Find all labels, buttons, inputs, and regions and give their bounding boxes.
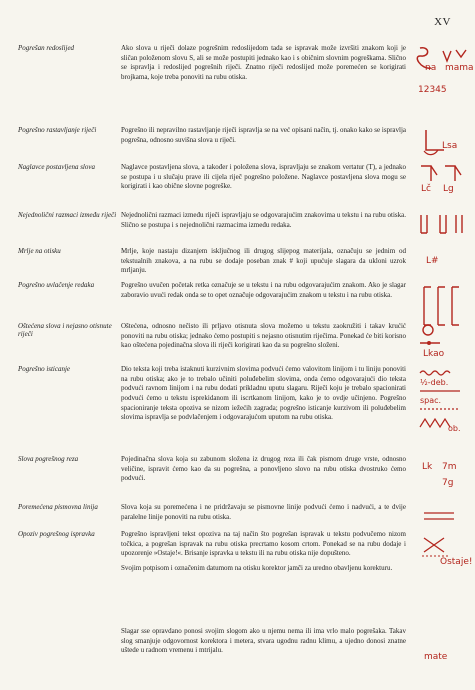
row-label: Pogrešno rastavljanje riječi (18, 126, 97, 134)
row-label: Nejednolični razmaci između riječi (18, 211, 117, 219)
margin-text: Lč (421, 184, 431, 194)
wrong-font-mark (418, 455, 470, 493)
spacing-mark (418, 211, 470, 251)
margin-text: L# (426, 256, 439, 266)
row-text: Dio teksta koji treba istaknuti kurzivnim slovima podvući ćemo valovitom linijom i tu liniju ponoviti na rubu otiska; ako je to trebalo učiniti poluđebelim slovima, onda ćemo odgovarajući dio teksta podvući ravnom linijom i na rubu dodati prikladnu uputu slagaru. Riječi koju je trebalo spacionirati podvući ćemo u tekstu isprekidanom ili iscrtkanom linijom, kako je to ovdje učinjeno. Pogrešno spacioniranje teksta opoziva se nizom iežećih zagrada; pogrešno isticanje kurzivom ili poluđebelim slovima ispravlja se podvlačenjem i odgovarajućom uputom na rubu otiska. (121, 365, 406, 422)
row-extra-text: Svojim potpisom i označenim datumom na otisku korektor jamči za uredno obavljenu korekturu. (121, 563, 393, 572)
margin-text: ½-deb. (420, 378, 449, 387)
row-text: Pogrešno ili nepravilno rastavljanje riječi ispravlja se na već opisani način, tj. onako kako se ispravlja pogrešna, odnosno suvišna slova u riječi. (121, 126, 406, 144)
row-text: Naglavce postavljena slova, a također i položena slova, ispravljaju se znakom vertatur (T), a jednako se postupa i u slučaju prave ili cijela riječ pogrešno položene. Naglavce postavljena slova mogu se korigirati i kao obične slovne pogreške. (121, 163, 406, 191)
correction-mark-vertatur (418, 163, 470, 213)
row-label: Naglavce postavljena slova (18, 163, 95, 171)
cancel-correction-mark (418, 530, 473, 576)
margin-text: 7m (442, 462, 457, 472)
correction-mark-split (418, 126, 470, 166)
margin-text: Lg (443, 184, 454, 194)
row-text: Ako slova u riječi dolaze pogrešnim redoslijedom tada se ispravak može izvršiti znakom koji je sličan položenom slovu S, ali se može postupiti jednako kao i s običnim slovnim pogreškama. Slično se ispravlja i redoslijed pogrešnih riječi. Znatno riječi redoslijed može poremećen se korigirati brojkama, koje treba ponoviti na rubu otiska. (121, 44, 406, 81)
margin-text: 7g (442, 478, 454, 488)
row-text: Slagar sse opravdano ponosi svojim slogom ako u njemu nema ili ima vrlo malo pogrešaka. Takav slog smanjuje odgovornost korektora i metera, stvara ugodnu radnu klimu, a ujedno donosi znatne uštede u radnom vremenu i mtrijalu. (121, 627, 406, 655)
page-number: XV (434, 16, 451, 28)
row-label: Slova pogrešnog reza (18, 455, 79, 463)
row-text: Nejednolični razmaci između riječi ispravljaju se odgovarajućim znakovima u tekstu i na rubu otiska. Slično se postupa i s nejednolični razmacima između redaka. (121, 211, 406, 229)
emphasis-mark (418, 365, 470, 447)
row-text: Pogrešno ispravljeni tekst opoziva na taj način što pogrešan ispravak u tekstu podvučemo nizom točkica, a pogrešan ispravak na rubu otiska precrtamo kosom crtom. Ponekad se na rubu dodaje i upozorenje »Ostaje!«. Brisanje ispravka u tekstu ili na rubu otiska nije dopušteno. (121, 530, 406, 558)
row-text: Mrlje, koje nastaju dizanjem isključnog ili drugog slijepog materijala, označuju se jednim od tekstualnih znakova, a na rubu se dodaje poseban znak # koji upućuje slagara da ukloni uzrok mrljanju. (121, 247, 406, 275)
damaged-letter-mark (418, 322, 470, 368)
row-label: Pogrešan redoslijed (18, 44, 75, 52)
row-label: Poremećena pismovna linija (18, 503, 98, 511)
row-text: Pogrešno uvučen početak retka označuje se u tekstu i na rubu odgovarajućim znakom. Ako je slagar zaboravio uvući redak onda se to opet označuje odgovarajućim znakom u tekstu i na rubu otiska. (121, 281, 406, 299)
margin-text: spac. (420, 396, 442, 405)
row-label: Oštećena slova i nejasno otisnute riječi (18, 322, 112, 339)
margin-text: Ostaje! (440, 557, 473, 567)
row-text: Oštećena, odnosno nečisto ili prljavo otisnuta slova možemo u tekstu zaokružiti i takav krućić ponoviti na rubu otiska; jednako ćemo postupiti s nejasno otisnutim riječima. Ponekad će biti korisno kao oštećena pojedinačna slova ili riječi korigirati kao da su pogrešno složeni. (121, 322, 406, 350)
row-label: Pogrešno isticanje (18, 365, 71, 373)
mate-mark (418, 649, 470, 689)
margin-text: na (425, 63, 437, 73)
row-text-block (121, 530, 406, 579)
row-label: Opoziv pogrešnog ispravka (18, 530, 95, 538)
row-label: Mrlje na otisku (18, 247, 61, 255)
row-text: Slova koja su poremećena i ne pridržavaju se pismovne linije podvući ćemo i nadvući, a te dvije paralelne linije ponoviti na rubu otiska. (121, 503, 406, 521)
margin-text: 12345 (418, 85, 447, 95)
margin-text: Lkao (423, 349, 445, 359)
margin-text: mama (445, 63, 474, 73)
margin-text: Lsa (442, 141, 458, 151)
row-label: Pogrešno uvlačenje redaka (18, 281, 95, 289)
margin-text: Lk (422, 462, 433, 472)
margin-text: mate (424, 652, 448, 662)
row-text: Pojedinačna slova koja su zabunom složena iz drugog reza ili čak pismom druge vrste, odnosno veličine, ispravit ćemo kao da su pogrešna, a ponovljeno slovo na rubu otiska dvostruko ćemo podvući. (121, 455, 406, 483)
margin-text: ob. (448, 424, 461, 433)
correction-mark-sequence (418, 44, 474, 108)
